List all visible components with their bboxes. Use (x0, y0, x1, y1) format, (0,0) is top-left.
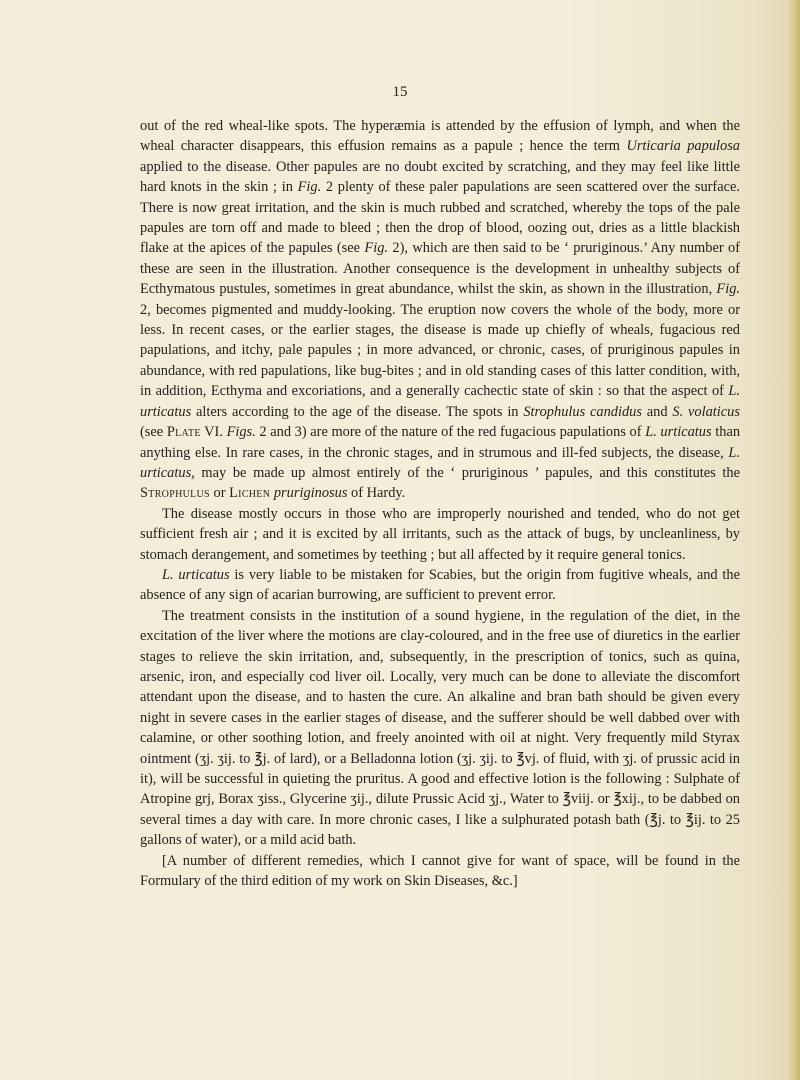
text-run: or (209, 485, 230, 502)
text-run: [A number of different remedies, which I cannot give for want of space, will be found in the Formulary of the third edition of my work on Skin Diseases, &c.] (140, 852, 740, 890)
fig-reference: Fig. (364, 240, 388, 257)
text-run: 2, becomes pigmented and muddy-looking. The eruption now covers the whole of the body, more or less. In recent cases, or the earlier stages, the disease is made up chiefly of wheals, fugacious red papulations, and itchy, pale papules ; in more advanced, or chronic, cases, of pruriginous papules in abundance, with red papulations, like bug-bites ; and in old standing cases of this latter condition, with, in addition, Ecthyma and excoriations, and a generally cachectic state of skin : so that the aspect of (140, 301, 740, 400)
paragraph-4 (140, 606, 740, 851)
italic-term: L. urticatus (162, 566, 230, 583)
italic-term: L. urticatus (140, 383, 740, 420)
fig-reference: Fig. (716, 281, 740, 298)
page-number: 15 (392, 84, 408, 100)
text-run: 2), which are then said to be ‘ pruriginous.’ Any number of these are seen in the illustration. Another consequence is the development in unhealthy subjects of Ecthymatous pustules, sometimes in great abundance, whilst the skin, as shown in the illustration, (140, 240, 740, 298)
small-caps-term: Lichen (229, 485, 271, 502)
text-run: and (641, 403, 673, 420)
text-run: (see (140, 424, 167, 441)
text-run: than anything else. In rare cases, in the chronic stages, and in strumous and ill-fed subjects, the disease, (140, 424, 741, 461)
italic-term: Strophulus candidus (523, 403, 642, 420)
text-run: 2 plenty of these paler papulations are seen scattered over the surface. There is now great irritation, and the skin is much rubbed and scratched, whereby the tops of the pale papules are torn off and made to bleed ; then the drop of blood, oozing out, dries as a little blackish flake at the apices of the papules (see (140, 179, 740, 257)
page-edge (786, 0, 800, 1080)
text-run: 2 and 3) are more of the nature of the red fugacious papulations of (255, 424, 646, 441)
small-caps-term: Strophulus (140, 485, 210, 502)
text-run: VI. (200, 424, 227, 441)
fig-reference: Figs. (226, 424, 256, 441)
italic-term: pruriginosus (273, 485, 348, 502)
text-run: The disease mostly occurs in those who are improperly nourished and tended, who do not get sufficient fresh air ; and it is excited by all irritants, such as the attack of bugs, by uncleanliness, by stomach derangement, and sometimes by teething ; but all affected by it require general tonics. (140, 505, 740, 563)
text-run: The treatment consists in the institution of a sound hygiene, in the regulation of the diet, in the excitation of the liver where the motions are clay-coloured, and in the free use of diuretics in the earlier stages to relieve the skin irritation, and, subsequently, in the prescription of tonics, such as quina, arsenic, iron, and especially cod liver oil. Locally, very much can be done to alleviate the discomfort attendant upon the disease, and to hasten the cure. An alkaline and bran bath should be given every night in severe cases in the earlier stages of disease, and the sufferer should be well dabbed over with calamine, or other soothing lotion, and freely anointed with oil at night. Very frequently mild Styrax ointment (ʒj. ʒij. to ℥j. of lard), or a Belladonna lotion (ʒj. ʒij. to ℥vj. of fluid, with ʒj. of prussic acid in it), will be successful in quieting the pruritus. A good and effective lotion is the following : Sulphate of Atropine grj, Borax ʒiss., Glycerine ʒij., dilute Prussic Acid ʒj., Water to ℥viij. or ℥xij., to be dabbed on several times a day with care. In more chronic cases, I like a sulphurated potash bath (℥j. to ℥ij. to 25 gallons of water), or a mild acid bath. (140, 607, 740, 849)
text-run: alters according to the age of the disease. The spots in (191, 403, 524, 420)
paragraph-3 (140, 565, 740, 606)
italic-term: Urticaria papulosa (626, 138, 740, 155)
italic-term: L. urticatus (645, 424, 712, 441)
text-run: may be made up almost entirely of the ‘ pruriginous ’ papules, and this constitutes the (194, 464, 740, 481)
text-run: out of the red wheal-like spots. The hyperæmia is attended by the effusion of lymph, and when the wheal character disappears, this effusion remains as a papule ; hence the term (140, 118, 740, 155)
body-text (140, 116, 740, 891)
paragraph-5 (140, 851, 740, 892)
text-run: of Hardy. (347, 485, 406, 502)
italic-term: L. urticatus, (140, 444, 740, 481)
paragraph-2 (140, 504, 740, 565)
paragraph-1 (140, 116, 740, 504)
fig-reference: Fig. (297, 179, 322, 196)
plate-reference: Plate (166, 424, 201, 441)
text-run: is very liable to be mistaken for Scabies, but the origin from fugitive wheals, and the absence of any sign of acarian burrowing, are sufficient to prevent error. (140, 566, 740, 604)
italic-term: S. volaticus (672, 403, 740, 420)
text-run: applied to the disease. Other papules are no doubt excited by scratching, and they may feel like little hard knots in the skin ; in (140, 158, 740, 196)
